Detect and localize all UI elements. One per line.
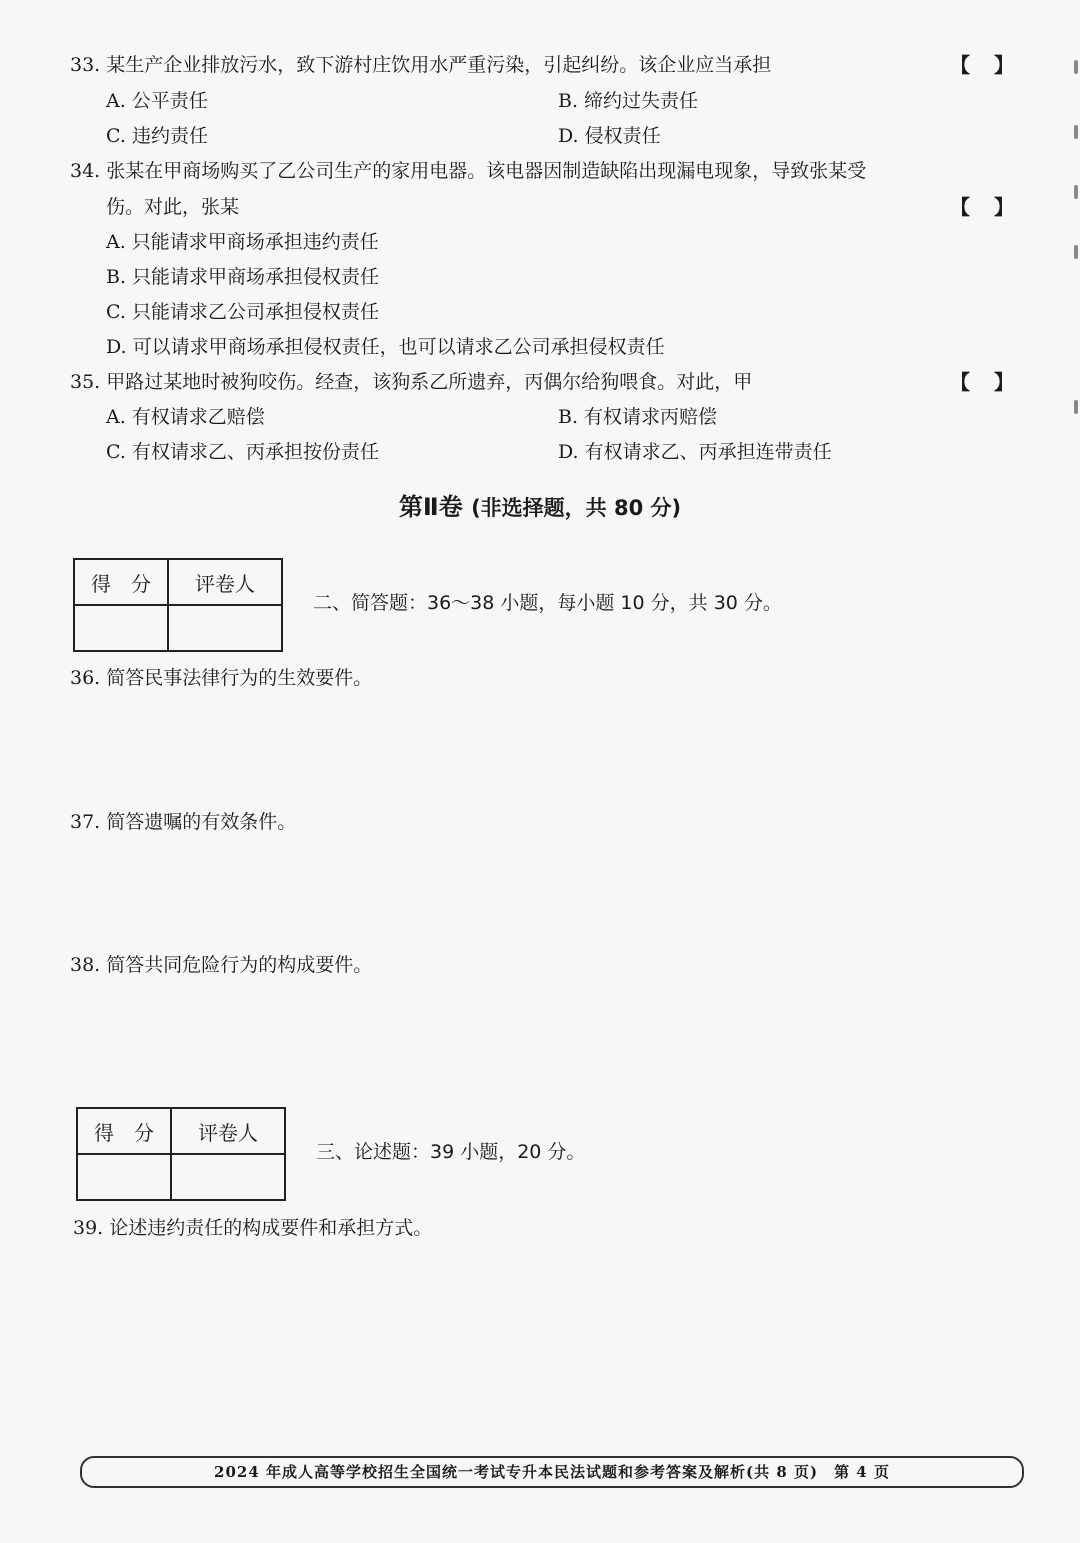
question-39: 39. 论述违约责任的构成要件和承担方式。 <box>73 1217 433 1239</box>
grader-cell <box>168 605 282 651</box>
question-34-option-d: D. 可以请求甲商场承担侵权责任，也可以请求乙公司承担侵权责任 <box>106 336 665 358</box>
answer-bracket-34: 【 】 <box>950 195 1016 219</box>
section-3-heading: 三、论述题：39 小题，20 分。 <box>316 1141 586 1163</box>
score-table-section-3 <box>76 1107 286 1201</box>
question-36: 36. 简答民事法律行为的生效要件。 <box>70 667 373 689</box>
question-35-option-a: A. 有权请求乙赔偿 <box>106 406 265 428</box>
question-38: 38. 简答共同危险行为的构成要件。 <box>70 954 373 976</box>
binding-mark <box>1074 125 1078 139</box>
question-34-option-c: C. 只能请求乙公司承担侵权责任 <box>106 301 379 323</box>
part-2-subtitle: (非选择题，共 80 分) <box>471 496 682 520</box>
question-35-option-b: B. 有权请求丙赔偿 <box>558 406 718 428</box>
binding-mark <box>1074 185 1078 199</box>
part-2-title-main: 第Ⅱ卷 <box>398 493 463 521</box>
answer-bracket-35: 【 】 <box>950 370 1016 394</box>
score-label: 得 分 <box>77 1108 171 1154</box>
score-cell <box>74 605 168 651</box>
grader-label: 评卷人 <box>168 559 282 605</box>
question-34-option-a: A. 只能请求甲商场承担违约责任 <box>106 231 379 253</box>
question-35-option-d: D. 有权请求乙、丙承担连带责任 <box>558 441 832 463</box>
question-33-option-c: C. 违约责任 <box>106 125 208 147</box>
score-table-section-2 <box>73 558 283 652</box>
question-34-stem-line1: 34. 张某在甲商场购买了乙公司生产的家用电器。该电器因制造缺陷出现漏电现象，导致张某受 <box>70 160 867 182</box>
grader-label: 评卷人 <box>171 1108 285 1154</box>
section-2-heading: 二、简答题：36～38 小题，每小题 10 分，共 30 分。 <box>313 592 782 614</box>
binding-mark <box>1074 60 1078 74</box>
score-label: 得 分 <box>74 559 168 605</box>
page-footer: 2024 年成人高等学校招生全国统一考试专升本民法试题和参考答案及解析(共 8 页) 第 4 页 <box>80 1456 1024 1488</box>
question-33-option-a: A. 公平责任 <box>106 90 208 112</box>
score-cell <box>77 1154 171 1200</box>
question-33-option-d: D. 侵权责任 <box>558 125 661 147</box>
answer-bracket-33: 【 】 <box>950 53 1016 77</box>
question-33-stem: 33. 某生产企业排放污水，致下游村庄饮用水严重污染，引起纠纷。该企业应当承担 <box>70 54 772 76</box>
grader-cell <box>171 1154 285 1200</box>
question-33-option-b: B. 缔约过失责任 <box>558 90 699 112</box>
question-34-stem-line2: 伤。对此，张某 <box>106 196 240 218</box>
part-2-title <box>0 492 1080 523</box>
binding-mark <box>1074 245 1078 259</box>
question-35-stem: 35. 甲路过某地时被狗咬伤。经查，该狗系乙所遗弃，丙偶尔给狗喂食。对此，甲 <box>70 371 753 393</box>
binding-mark <box>1074 400 1078 414</box>
question-37: 37. 简答遗嘱的有效条件。 <box>70 811 297 833</box>
question-34-option-b: B. 只能请求甲商场承担侵权责任 <box>106 266 380 288</box>
question-35-option-c: C. 有权请求乙、丙承担按份责任 <box>106 441 379 463</box>
